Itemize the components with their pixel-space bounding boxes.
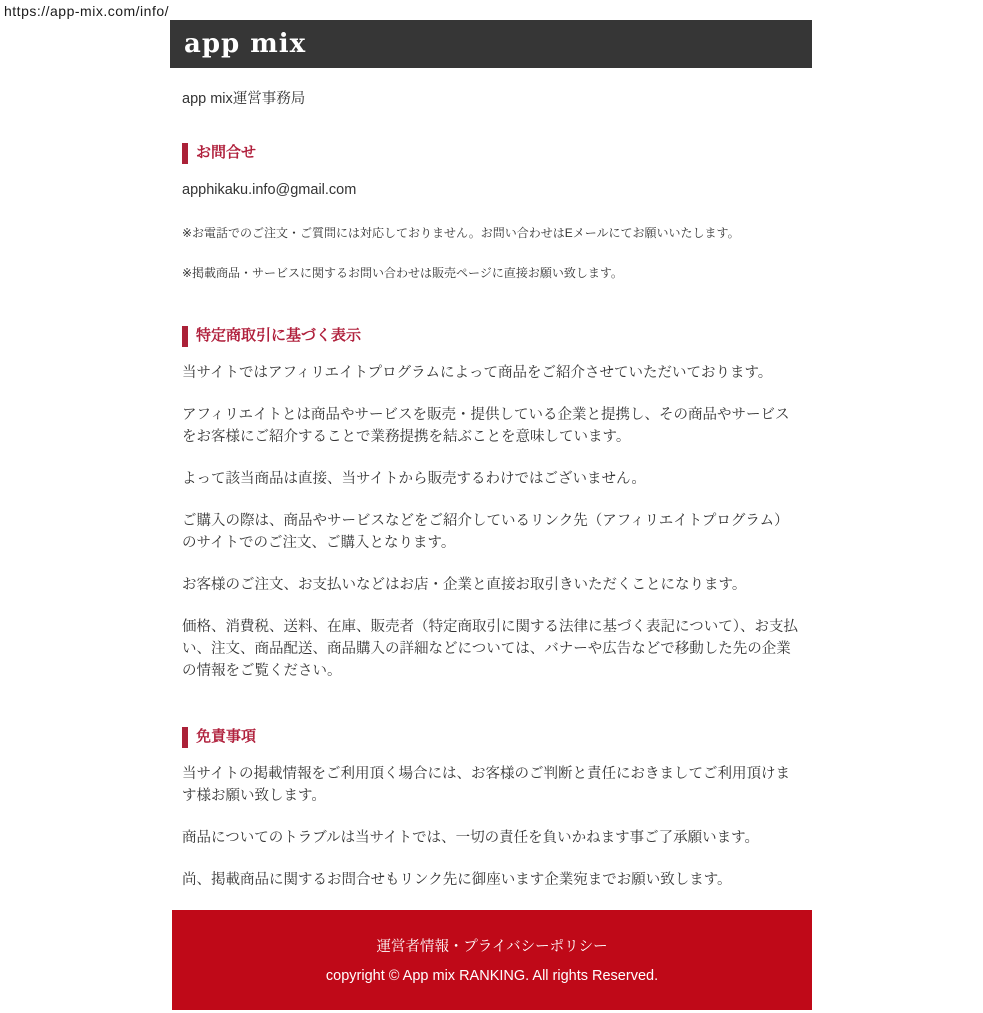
section-heading-label: 免責事項 [196, 728, 257, 745]
contact-note: ※お電話でのご注文・ご質問には対応しておりません。お問い合わせはEメールにてお願いいたします。 [182, 226, 740, 240]
section-heading-label: 特定商取引に基づく表示 [196, 327, 362, 344]
page-url-text: https://app-mix.com/info/ [4, 3, 170, 19]
section-heading-contact [182, 142, 800, 164]
contact-note: ※掲載商品・サービスに関するお問い合わせは販売ページに直接お願い致します。 [182, 266, 623, 280]
footer-copyright-text: copyright © App mix RANKING. All rights Reserved. [325, 968, 659, 984]
paragraph: 当サイトの掲載情報をご利用頂く場合には、お客様のご判断と責任におきましてご利用頂けます様お願い致します。 [182, 766, 790, 804]
paragraph: お客様のご注文、お支払いなどはお店・企業と直接お取引きいただくことになります。 [182, 577, 747, 593]
heading-accent-bar [182, 727, 188, 748]
section-heading-label: お問合せ [196, 144, 257, 161]
footer-privacy-policy-link[interactable]: 運営者情報・プライバシーポリシー [376, 939, 608, 955]
operator-intro-text: app mix運営事務局 [182, 91, 306, 107]
site-footer [172, 910, 812, 1010]
site-header [170, 20, 812, 68]
paragraph: ご購入の際は、商品やサービスなどをご紹介しているリンク先（アフィリエイトプログラム）のサイトでのご注文、ご購入となります。 [182, 513, 789, 551]
page-container [170, 20, 812, 984]
heading-accent-bar [182, 326, 188, 347]
paragraph: よって該当商品は直接、当サイトから販売するわけではございません。 [182, 471, 646, 487]
paragraph: 商品についてのトラブルは当サイトでは、一切の責任を負いかねます事ご了承願います。 [182, 830, 759, 846]
main-content [170, 88, 812, 933]
section-heading-disclaimer [182, 726, 800, 748]
paragraph: アフィリエイトとは商品やサービスを販売・提供している企業と提携し、その商品やサービスをお客様にご紹介することで業務提携を結ぶことを意味しています。 [182, 407, 790, 445]
site-title: app mix [184, 29, 307, 59]
paragraph: 価格、消費税、送料、在庫、販売者（特定商取引に関する法律に基づく表記について）、お支払い、注文、商品配送、商品購入の詳細などについては、バナーや広告などで移動した先の企業の情報をご覧ください。 [182, 619, 798, 679]
contact-email-text: apphikaku.info@gmail.com [182, 182, 357, 198]
paragraph: 当サイトではアフィリエイトプログラムによって商品をご紹介させていただいております。 [182, 365, 773, 381]
paragraph: 尚、掲載商品に関するお問合せもリンク先に御座います企業宛までお願い致します。 [182, 872, 732, 888]
section-heading-tokutei [182, 325, 800, 347]
heading-accent-bar [182, 143, 188, 164]
